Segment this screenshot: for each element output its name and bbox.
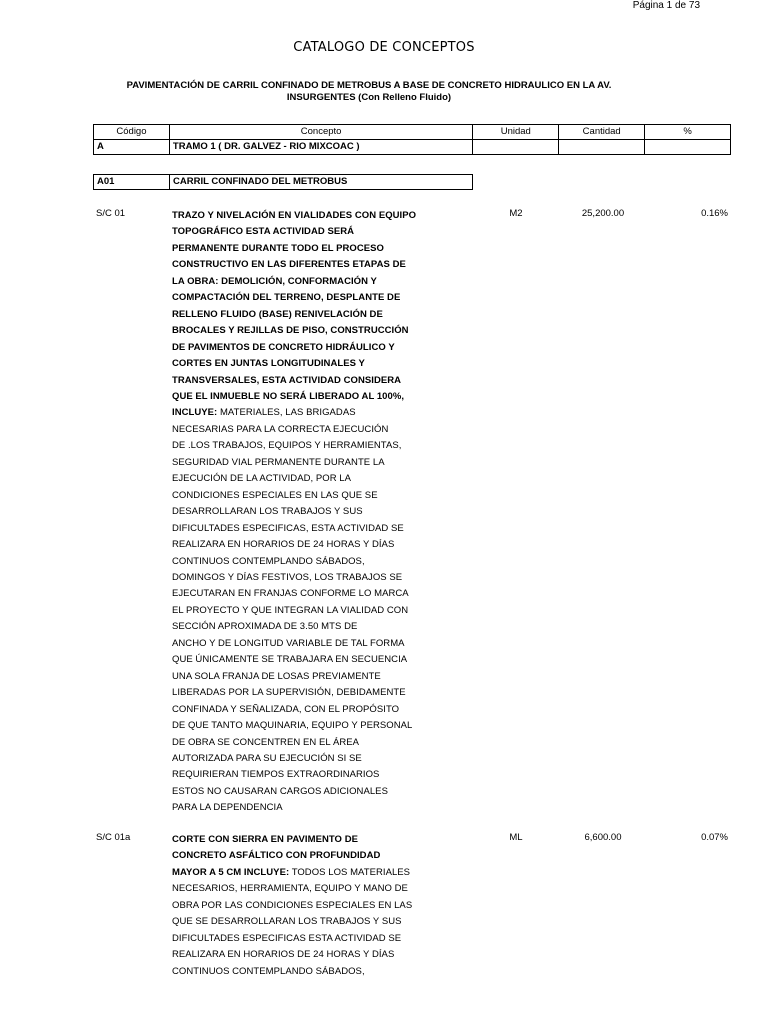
- description-text: NECESARIOS, HERRAMIENTA, EQUIPO Y MANO DE: [172, 883, 408, 895]
- description-line: [172, 898, 432, 914]
- description-text: DIFICULTADES ESPECIFICAS ESTA ACTIVIDAD SE: [172, 932, 402, 944]
- description-line: [172, 800, 432, 816]
- description-text: CONTINUOS CONTEMPLANDO SÁBADOS,: [172, 965, 365, 977]
- description-line: [172, 521, 432, 537]
- item-unit: M2: [509, 208, 523, 219]
- description-text: SEGURIDAD VIAL PERMANENTE DURANTE LA: [172, 456, 385, 468]
- description-bold-text: COMPACTACIÓN DEL TERRENO, DESPLANTE DE: [172, 292, 401, 304]
- item-unit: ML: [509, 832, 523, 843]
- header-concepto: Concepto: [169, 125, 472, 140]
- group-code: A: [94, 140, 170, 155]
- description-line: [172, 488, 432, 504]
- description-text: ESTOS NO CAUSARAN CARGOS ADICIONALES: [172, 785, 388, 797]
- description-line: [172, 702, 432, 718]
- description-line: [172, 718, 432, 734]
- description-line: [172, 323, 432, 339]
- item-description: [172, 208, 432, 817]
- description-line: [172, 471, 432, 487]
- document-title: CATALOGO DE CONCEPTOS: [293, 40, 475, 55]
- description-text: ANCHO Y DE LONGITUD VARIABLE DE TAL FORMA: [172, 637, 405, 649]
- description-text: REQUIRIERAN TIEMPOS EXTRAORDINARIOS: [172, 769, 380, 781]
- description-text: SECCIÓN APROXIMADA DE 3.50 MTS DE: [172, 621, 358, 633]
- description-bold-text: PERMANENTE DURANTE TODO EL PROCESO: [172, 242, 384, 254]
- description-text: QUE SE DESARROLLARAN LOS TRABAJOS Y SUS: [172, 916, 402, 928]
- description-line: [172, 389, 432, 405]
- description-line: [172, 554, 432, 570]
- description-bold-text: DE PAVIMENTOS DE CONCRETO HIDRÁULICO Y: [172, 341, 395, 353]
- item-description: [172, 832, 432, 980]
- description-line: [172, 652, 432, 668]
- subgroup-row: [94, 175, 473, 190]
- group-name: TRAMO 1 ( DR. GALVEZ - RIO MIXCOAC ): [169, 140, 472, 155]
- item-percent: 0.16%: [701, 208, 728, 219]
- description-bold-text: CONSTRUCTIVO EN LAS DIFERENTES ETAPAS DE: [172, 259, 406, 271]
- description-text: DESARROLLARAN LOS TRABAJOS Y SUS: [172, 506, 363, 518]
- document-subtitle: [90, 80, 648, 104]
- description-line: [172, 340, 432, 356]
- description-line: [172, 881, 432, 897]
- description-line: [172, 274, 432, 290]
- group-unit-cell: [473, 140, 559, 155]
- description-line: [172, 570, 432, 586]
- description-text: DE QUE TANTO MAQUINARIA, EQUIPO Y PERSONAL: [172, 720, 413, 732]
- description-line: [172, 848, 432, 864]
- description-line: [172, 290, 432, 306]
- description-line: [172, 208, 432, 224]
- description-bold-text: MAYOR A 5 CM INCLUYE:: [172, 866, 290, 878]
- description-line: [172, 603, 432, 619]
- description-text: UNA SOLA FRANJA DE LOSAS PREVIAMENTE: [172, 670, 381, 682]
- description-line: [172, 964, 432, 980]
- description-line: [172, 241, 432, 257]
- description-bold-text: INCLUYE:: [172, 407, 218, 419]
- description-line: [172, 537, 432, 553]
- description-line: [172, 373, 432, 389]
- item-quantity: 6,600.00: [584, 832, 622, 843]
- description-line: [172, 784, 432, 800]
- description-line: [172, 685, 432, 701]
- description-text: REALIZARA EN HORARIOS DE 24 HORAS Y DÍAS: [172, 539, 395, 551]
- description-text: QUE ÚNICAMENTE SE TRABAJARA EN SECUENCIA: [172, 654, 408, 666]
- description-line: [172, 422, 432, 438]
- description-text: EJECUCIÓN DE LA ACTIVIDAD, POR LA: [172, 473, 352, 485]
- group-row: [94, 140, 731, 155]
- description-text: TODOS LOS MATERIALES: [289, 866, 411, 878]
- subgroup-name: CARRIL CONFINADO DEL METROBUS: [170, 175, 473, 190]
- description-bold-text: LA OBRA: DEMOLICIÓN, CONFORMACIÓN Y: [172, 275, 377, 287]
- description-text: REALIZARA EN HORARIOS DE 24 HORAS Y DÍAS: [172, 949, 395, 961]
- description-line: [172, 455, 432, 471]
- description-line: [172, 356, 432, 372]
- description-bold-text: TRAZO Y NIVELACIÓN EN VIALIDADES CON EQUIPO: [172, 210, 417, 221]
- description-bold-text: QUE EL INMUEBLE NO SERÁ LIBERADO AL 100%,: [172, 390, 405, 402]
- description-line: [172, 504, 432, 520]
- item-percent: 0.07%: [701, 832, 728, 843]
- description-text: NECESARIAS PARA LA CORRECTA EJECUCIÓN: [172, 423, 389, 435]
- description-line: [172, 669, 432, 685]
- description-bold-text: TOPOGRÁFICO ESTA ACTIVIDAD SERÁ: [172, 226, 355, 238]
- description-line: [172, 914, 432, 930]
- header-row: [94, 125, 731, 140]
- description-text: AUTORIZADA PARA SU EJECUCIÓN SI SE: [172, 752, 362, 764]
- description-text: CONTINUOS CONTEMPLANDO SÁBADOS,: [172, 555, 365, 567]
- catalog-header-table: [93, 124, 731, 155]
- header-cantidad: Cantidad: [559, 125, 645, 140]
- description-bold-text: CORTE CON SIERRA EN PAVIMENTO DE: [172, 834, 358, 845]
- description-text: CONDICIONES ESPECIALES EN LAS QUE SE: [172, 489, 378, 501]
- header-unidad: Unidad: [473, 125, 559, 140]
- description-line: [172, 307, 432, 323]
- header-codigo: Código: [94, 125, 170, 140]
- description-line: [172, 257, 432, 273]
- description-line: [172, 947, 432, 963]
- header-porcentaje: %: [645, 125, 731, 140]
- subgroup-code: A01: [94, 175, 170, 190]
- description-line: [172, 438, 432, 454]
- description-text: DIFICULTADES ESPECIFICAS, ESTA ACTIVIDAD SE: [172, 522, 404, 534]
- description-text: CONFINADA Y SEÑALIZADA, CON EL PROPÓSITO: [172, 703, 400, 715]
- subtitle-line: INSURGENTES (Con Relleno Fluido): [286, 92, 452, 103]
- description-text: DE .LOS TRABAJOS, EQUIPOS Y HERRAMIENTAS,: [172, 440, 402, 452]
- description-line: [172, 931, 432, 947]
- description-line: [172, 767, 432, 783]
- description-line: [172, 224, 432, 240]
- description-line: [172, 832, 432, 848]
- description-bold-text: TRANSVERSALES, ESTA ACTIVIDAD CONSIDERA: [172, 374, 402, 386]
- item-code: S/C 01a: [96, 832, 131, 843]
- description-text: EJECUTARAN EN FRANJAS CONFORME LO MARCA: [172, 588, 409, 600]
- item-quantity: 25,200.00: [581, 208, 625, 219]
- description-bold-text: BROCALES Y REJILLAS DE PISO, CONSTRUCCIÓN: [172, 325, 409, 337]
- group-percent-cell: [645, 140, 731, 155]
- description-text: EL PROYECTO Y QUE INTEGRAN LA VIALIDAD CON: [172, 604, 409, 616]
- description-line: [172, 405, 432, 421]
- description-text: LIBERADAS POR LA SUPERVISIÓN, DEBIDAMENTE: [172, 687, 406, 699]
- description-text: MATERIALES, LAS BRIGADAS: [217, 407, 356, 419]
- description-line: [172, 735, 432, 751]
- page-number: Página 1 de 73: [632, 0, 700, 11]
- description-text: DE OBRA SE CONCENTREN EN EL ÁREA: [172, 736, 360, 748]
- group-quantity-cell: [559, 140, 645, 155]
- description-line: [172, 636, 432, 652]
- description-line: [172, 619, 432, 635]
- description-text: DOMINGOS Y DÍAS FESTIVOS, LOS TRABAJOS SE: [172, 571, 403, 583]
- subtitle-line: PAVIMENTACIÓN DE CARRIL CONFINADO DE METROBUS A BASE DE CONCRETO HIDRAULICO EN LA AV.: [126, 80, 612, 91]
- description-text: OBRA POR LAS CONDICIONES ESPECIALES EN LAS: [172, 899, 413, 911]
- description-bold-text: CORTES EN JUNTAS LONGITUDINALES Y: [172, 358, 365, 370]
- description-text: PARA LA DEPENDENCIA: [172, 802, 283, 814]
- description-bold-text: RELLENO FLUIDO (BASE) RENIVELACIÓN DE: [172, 308, 383, 320]
- description-line: [172, 865, 432, 881]
- description-line: [172, 586, 432, 602]
- item-code: S/C 01: [96, 208, 126, 219]
- subgroup-table: [93, 174, 473, 190]
- description-line: [172, 751, 432, 767]
- description-bold-text: CONCRETO ASFÁLTICO CON PROFUNDIDAD: [172, 850, 381, 862]
